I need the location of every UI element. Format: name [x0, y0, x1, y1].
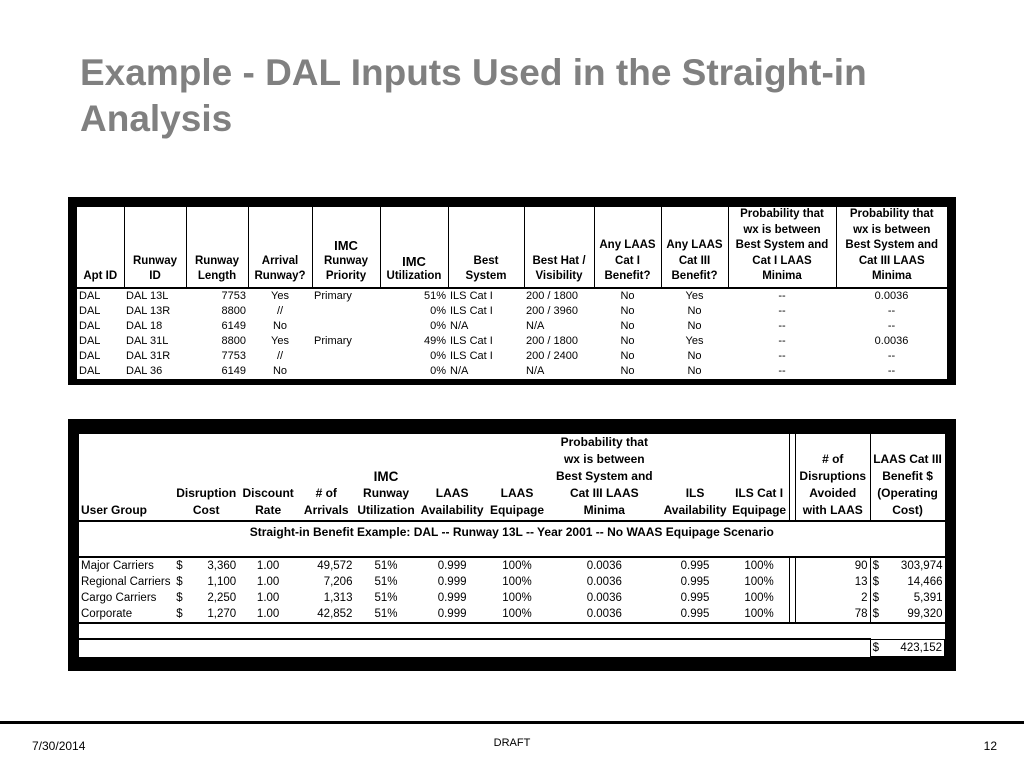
t1-cell: Primary [314, 334, 352, 347]
t2-header-line: Equipage [732, 503, 787, 517]
table-row [77, 304, 947, 319]
t1-cell: DAL 31R [126, 349, 171, 362]
t1-cell [312, 319, 380, 334]
t1-cell: Yes [685, 334, 704, 347]
table-row [77, 319, 947, 334]
t2-cell: 1.00 [256, 560, 280, 572]
benefit-example-table [79, 434, 945, 657]
t2-cell: 90 [795, 557, 870, 574]
t2-cell: 100% [744, 560, 774, 572]
t2-header-line: # of [822, 452, 844, 466]
t2-cell: 100% [744, 608, 774, 620]
t1-cell: 51% [423, 289, 446, 302]
t1-cell: ILS Cat I [450, 289, 493, 302]
t2-cell: 51% [374, 592, 398, 604]
t2-cell: $ [176, 560, 183, 572]
t1-cell: -- [887, 364, 896, 377]
t2-header-cell [795, 434, 870, 521]
t2-header-cell [547, 434, 661, 521]
t2-header-line: ILS Cat I [735, 486, 784, 500]
t2-header-line: IMC [373, 469, 399, 484]
t1-cell: Primary [314, 289, 352, 302]
t1-header-line: Runway [194, 254, 240, 267]
t2-header-line: Cat III LAAS [569, 486, 639, 500]
t2-cell: 99,320 [907, 608, 943, 620]
t1-cell: -- [778, 364, 786, 377]
t1-header-line: IMC [402, 253, 426, 269]
t2-header-line: LAAS Cat III [873, 452, 942, 466]
t1-cell: // [276, 304, 284, 317]
total-currency: $ [870, 639, 881, 656]
t1-cell: No [687, 319, 702, 332]
t2-cell: 42,852 [317, 608, 353, 620]
t1-header-cell [124, 207, 186, 288]
t2-cell: 0.995 [680, 608, 710, 620]
t2-cell: $ [176, 592, 183, 604]
t1-cell: ILS Cat I [450, 304, 493, 317]
t1-header-line: System [465, 270, 507, 282]
t2-header-cell [418, 434, 487, 521]
t2-cell: $ [870, 590, 881, 606]
table-row [79, 574, 945, 590]
t2-header-cell [174, 434, 238, 521]
t2-header-cell [298, 434, 354, 521]
t2-header-line: ILS [685, 486, 705, 500]
t2-cell: 100% [502, 592, 532, 604]
t2-header-cell [729, 434, 790, 521]
t2-header-line: Utilization [357, 503, 415, 517]
t1-header-cell [312, 207, 380, 288]
t1-header-line: IMC [334, 238, 358, 253]
t1-cell: // [276, 349, 284, 362]
t2-header-cell [661, 434, 729, 521]
t1-cell: No [620, 334, 635, 347]
t2-cell: 100% [502, 608, 532, 620]
t1-header-line: Best System and [845, 239, 939, 251]
t2-cell: 1,270 [207, 608, 237, 620]
t1-cell: DAL 13L [126, 289, 169, 302]
t2-header-line: wx is between [563, 452, 645, 466]
t1-cell: 200 / 2400 [526, 349, 578, 362]
table-row [77, 364, 947, 379]
t1-cell: -- [887, 349, 896, 362]
t1-cell [312, 364, 380, 379]
table-row [77, 349, 947, 364]
t2-header-line: LAAS [435, 486, 469, 500]
t1-cell: DAL 18 [126, 319, 163, 332]
t2-cell: 0.0036 [586, 608, 622, 620]
t1-header-cell [448, 207, 524, 288]
t2-header-line: Best System and [555, 469, 653, 483]
t2-cell: 1.00 [256, 576, 280, 588]
t1-header-line: Priority [325, 270, 367, 282]
t2-header-cell [487, 434, 548, 521]
t1-cell: 7753 [221, 289, 246, 302]
t1-cell: 200 / 3960 [526, 304, 578, 317]
t1-cell: No [620, 289, 635, 302]
t1-header-line: Minima [762, 270, 802, 282]
table-row [79, 606, 945, 623]
t1-header-cell [524, 207, 594, 288]
t1-header-line: wx is between [853, 223, 931, 236]
footer-date: 7/30/2014 [32, 739, 86, 753]
t1-cell: -- [887, 304, 896, 317]
footer-rule [0, 721, 1024, 724]
t1-cell: No [687, 349, 702, 362]
t2-header-line: with LAAS [802, 503, 863, 517]
t2-header-line: Benefit $ [882, 469, 933, 483]
t2-cell: 13 [795, 574, 870, 590]
slide-title: Example - DAL Inputs Used in the Straight-in Analysis [80, 52, 867, 139]
t2-header-line: Availability [420, 503, 484, 517]
t1-cell: 6149 [221, 319, 246, 332]
t2-header-line: (Operating [877, 486, 938, 500]
t1-header-line: ID [149, 270, 161, 282]
t1-cell: 8800 [221, 334, 246, 347]
t1-cell: N/A [450, 364, 469, 377]
t1-header-line: Cat III LAAS [858, 254, 925, 267]
t2-cell: $ [870, 574, 881, 590]
t2-header-line: Avoided [809, 486, 857, 500]
t2-cell: 2,250 [207, 592, 237, 604]
t1-cell: DAL [79, 304, 101, 317]
t1-cell: 0.0036 [874, 289, 909, 302]
t1-cell: 0.0036 [874, 334, 909, 347]
t2-cell: $ [870, 557, 881, 574]
t2-cell: Regional Carriers [81, 576, 171, 588]
t1-header-cell [186, 207, 248, 288]
t1-header-line: Arrival [261, 254, 299, 267]
t1-cell: 0% [430, 364, 446, 377]
t2-header-line: User Group [81, 503, 148, 517]
t1-cell: DAL [79, 334, 101, 347]
t1-header-line: Apt ID [83, 270, 118, 282]
t2-cell: 51% [374, 560, 398, 572]
t2-cell: Corporate [81, 608, 133, 620]
t1-cell: 49% [423, 334, 446, 347]
t2-header-line: Disruptions [799, 469, 867, 483]
t2-header-line: Probability that [560, 435, 648, 449]
t1-header-line: Runway [323, 254, 369, 267]
t1-header-line: Any LAAS [599, 239, 656, 251]
t2-cell: 1,100 [207, 576, 237, 588]
t2-cell: 51% [374, 608, 398, 620]
t2-cell: 0.0036 [586, 560, 622, 572]
total-benefit: 423,152 [881, 639, 945, 656]
t1-cell: 0% [430, 304, 446, 317]
t1-header-line: Utilization [386, 270, 442, 282]
t2-cell: 2 [795, 590, 870, 606]
t1-header-line: Best [473, 254, 499, 267]
t1-header-line: Benefit? [604, 270, 651, 282]
t2-header-cell [354, 434, 417, 521]
t2-cell: $ [870, 606, 881, 623]
t2-header-line: Cost [192, 503, 220, 517]
t1-cell: Yes [685, 289, 704, 302]
t2-cell: 303,974 [900, 560, 943, 572]
t1-cell: DAL 31L [126, 334, 169, 347]
t2-cell: Major Carriers [81, 560, 154, 572]
t2-cell: 1.00 [256, 592, 280, 604]
t1-cell: ILS Cat I [450, 349, 493, 362]
t2-header-line: Rate [255, 503, 282, 517]
t1-header-line: Visibility [535, 270, 583, 282]
t2-cell: 0.995 [680, 560, 710, 572]
t1-header-line: Benefit? [671, 270, 718, 282]
t1-header-line: Length [197, 270, 237, 282]
t1-header-line: Cat I LAAS [752, 254, 812, 267]
table-row [77, 288, 947, 304]
t1-header-line: Best Hat / [532, 254, 586, 267]
t1-cell: No [272, 319, 288, 332]
t1-cell: No [620, 349, 635, 362]
t1-cell: 0% [430, 349, 446, 362]
t2-cell: $ [176, 608, 183, 620]
t1-header-line: Any LAAS [666, 239, 723, 251]
t1-cell: Yes [271, 289, 289, 302]
t1-cell: 200 / 1800 [526, 289, 578, 302]
t1-cell: Yes [271, 334, 289, 347]
t2-cell: 1.00 [256, 608, 280, 620]
t2-cell: 0.995 [680, 576, 710, 588]
t1-header-cell [77, 207, 124, 288]
t1-cell [312, 349, 380, 364]
t2-cell: 51% [374, 576, 398, 588]
t2-cell: 0.999 [437, 608, 467, 620]
table-row [79, 557, 945, 574]
t1-header-line: Runway? [254, 270, 306, 282]
t1-header-cell [594, 207, 661, 288]
t2-cell: 100% [502, 560, 532, 572]
t2-header-line: Arrivals [303, 503, 349, 517]
t2-header-line: LAAS [500, 486, 534, 500]
t1-cell: ILS Cat I [450, 334, 493, 347]
t1-cell: -- [778, 304, 786, 317]
t1-cell: -- [778, 319, 786, 332]
t2-cell: 0.999 [437, 576, 467, 588]
t2-cell: 5,391 [913, 592, 943, 604]
t2-cell: 1,313 [323, 592, 353, 604]
t2-cell: 100% [744, 576, 774, 588]
t1-header-cell [661, 207, 728, 288]
t1-header-line: Runway [132, 254, 178, 267]
table2-caption: Straight-in Benefit Example: DAL -- Runway 13L -- Year 2001 -- No WAAS Equipage Scenario [79, 521, 945, 557]
t1-cell: 0% [430, 319, 446, 332]
t2-cell: 49,572 [317, 560, 353, 572]
t1-cell: DAL [79, 349, 101, 362]
t2-cell: 0.0036 [586, 592, 622, 604]
t1-cell: No [620, 304, 635, 317]
t2-cell: 0.999 [437, 560, 467, 572]
t2-header-line: Minima [583, 503, 625, 517]
t1-header-line: Best System and [735, 239, 829, 251]
table-row [77, 334, 947, 349]
t2-header-line: Availability [663, 503, 727, 517]
footer-draft-label: DRAFT [493, 737, 531, 749]
t1-cell: No [272, 364, 288, 377]
t1-cell: -- [778, 289, 786, 302]
t1-cell: -- [778, 334, 786, 347]
runway-inputs-table [77, 207, 947, 379]
t2-header-line: Discount [242, 486, 294, 500]
t1-cell: N/A [526, 319, 545, 332]
t2-cell: 3,360 [207, 560, 237, 572]
t1-header-line: wx is between [743, 223, 821, 236]
t2-header-cell [870, 434, 944, 521]
t2-header-line: Runway [363, 486, 410, 500]
page-number: 12 [983, 739, 997, 753]
t2-cell: 0.0036 [586, 576, 622, 588]
t1-cell: 6149 [221, 364, 246, 377]
t1-cell: N/A [450, 319, 469, 332]
t2-header-line: Disruption [176, 486, 237, 500]
t1-header-line: Minima [871, 270, 912, 282]
t2-cell: 0.995 [680, 592, 710, 604]
t1-header-cell [836, 207, 947, 288]
t2-cell: Cargo Carriers [81, 592, 157, 604]
t1-header-cell [728, 207, 836, 288]
t2-cell: 0.999 [437, 592, 467, 604]
t1-cell: DAL [79, 319, 101, 332]
t1-header-line: Cat III [678, 254, 711, 267]
t1-cell: -- [778, 349, 786, 362]
t1-cell: No [620, 319, 635, 332]
t1-cell: No [620, 364, 635, 377]
t1-cell: 8800 [221, 304, 246, 317]
t2-cell: 100% [502, 576, 532, 588]
t1-header-line: Cat I [615, 254, 640, 267]
t1-cell: -- [887, 319, 896, 332]
t2-header-cell [79, 434, 174, 521]
t2-cell: 7,206 [323, 576, 353, 588]
t1-cell: N/A [526, 364, 545, 377]
t1-header-line: Probability that [849, 208, 934, 220]
t2-header-line: Cost) [892, 503, 923, 517]
t2-cell: 78 [795, 606, 870, 623]
t2-header-line: # of [315, 486, 337, 500]
t1-cell: DAL [79, 289, 101, 302]
t1-cell: 200 / 1800 [526, 334, 578, 347]
t1-cell: DAL [79, 364, 101, 377]
t1-cell: No [687, 304, 702, 317]
t1-cell: DAL 36 [126, 364, 163, 377]
t2-header-line: Equipage [489, 503, 544, 517]
t1-cell: 7753 [221, 349, 246, 362]
t1-cell: No [687, 364, 702, 377]
t2-cell: 100% [744, 592, 774, 604]
table-row [79, 590, 945, 606]
t1-cell: DAL 13R [126, 304, 171, 317]
t1-header-cell [248, 207, 312, 288]
t1-cell [312, 304, 380, 319]
t1-header-cell [380, 207, 448, 288]
t2-header-cell [238, 434, 298, 521]
t1-header-line: Probability that [740, 208, 824, 220]
t2-cell: 14,466 [907, 576, 943, 588]
t2-cell: $ [176, 576, 183, 588]
